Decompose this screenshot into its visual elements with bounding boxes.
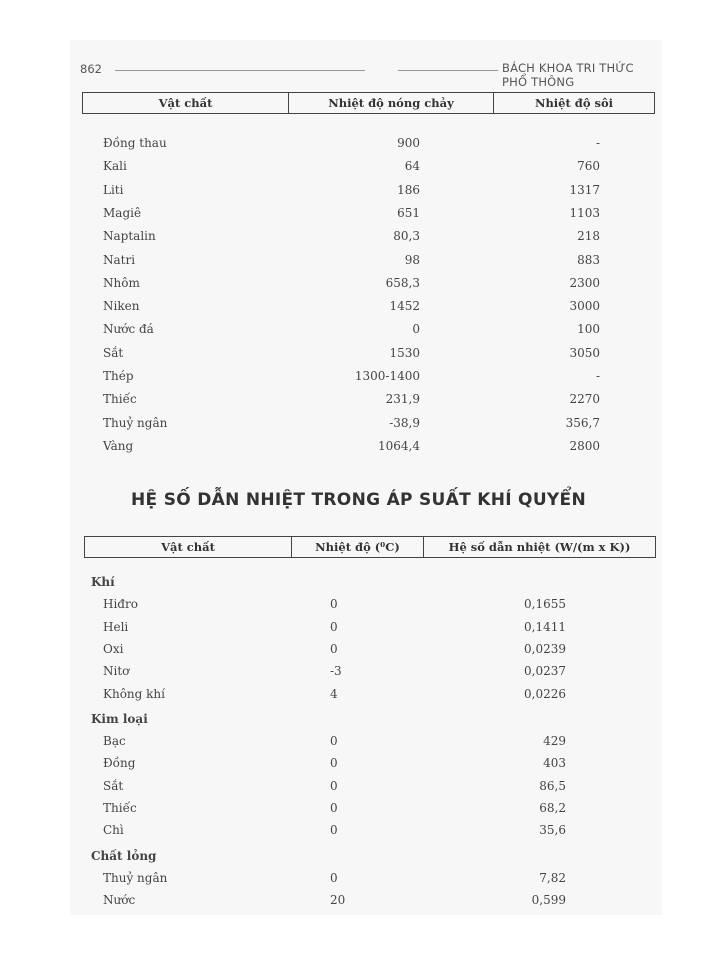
table-row	[0, 661, 717, 683]
material-cell: Đồng	[103, 756, 136, 771]
melting-point-cell: 651	[397, 205, 420, 220]
boiling-point-cell: 2300	[569, 275, 600, 290]
melting-point-cell: 80,3	[393, 229, 420, 244]
table-row	[0, 684, 717, 706]
table-row	[0, 319, 717, 341]
table-row	[0, 296, 717, 318]
temperature-cell: 0	[330, 756, 338, 771]
material-cell: Magiê	[103, 205, 142, 220]
table-row	[0, 639, 717, 661]
boiling-point-cell: 1317	[569, 182, 600, 197]
boiling-point-cell: 356,7	[565, 415, 600, 430]
melting-point-cell: 64	[404, 159, 420, 174]
boiling-point-cell: 3050	[569, 345, 600, 360]
conductivity-cell: 0,599	[531, 893, 566, 908]
material-cell: Hiđro	[103, 597, 138, 612]
conductivity-cell: 86,5	[539, 778, 566, 793]
melting-point-cell: 0	[412, 322, 420, 337]
page-header	[80, 60, 655, 89]
table-row	[0, 868, 717, 890]
conductivity-cell: 403	[543, 756, 566, 771]
material-cell: Thuỷ ngân	[103, 415, 168, 430]
table-row	[0, 226, 717, 248]
material-cell: Thép	[103, 369, 134, 383]
conductivity-cell: 0,0226	[524, 686, 566, 701]
conductivity-cell: 7,82	[539, 870, 566, 885]
group-heading-row	[0, 572, 717, 594]
material-cell: Chì	[103, 823, 124, 838]
conductivity-cell: 429	[543, 734, 566, 749]
material-cell: Oxi	[103, 641, 124, 656]
section-title: HỆ SỐ DẪN NHIỆT TRONG ÁP SUẤT KHÍ QUYỂN	[131, 490, 586, 510]
table-row	[0, 820, 717, 842]
conductivity-cell: 68,2	[539, 801, 566, 815]
melting-point-cell: 900	[397, 136, 420, 150]
table-row	[0, 731, 717, 753]
header-rule	[115, 70, 365, 71]
material-cell: Nhôm	[103, 275, 140, 290]
table-row	[0, 156, 717, 178]
boiling-point-cell: -	[595, 369, 600, 383]
material-cell: Nitơ	[103, 664, 130, 679]
column-header: Vật chất	[158, 96, 213, 110]
group-heading-row	[0, 846, 717, 868]
group-heading: Chất lỏng	[91, 848, 157, 863]
group-heading: Khí	[91, 575, 115, 589]
table-row	[0, 273, 717, 295]
material-cell: Naptalin	[103, 229, 156, 244]
material-cell: Nước	[103, 893, 136, 908]
material-cell: Sắt	[103, 778, 124, 793]
boiling-point-cell: 1103	[569, 205, 600, 220]
table-row	[0, 594, 717, 616]
boiling-point-cell: 2800	[569, 438, 600, 453]
table-row	[0, 180, 717, 202]
table-row	[0, 776, 717, 798]
melting-point-cell: 1530	[389, 345, 420, 360]
melting-point-cell: 186	[397, 182, 420, 197]
table-row	[0, 133, 717, 155]
conductivity-cell: 0,1655	[524, 597, 566, 612]
column-header: Nhiệt độ sôi	[493, 93, 654, 113]
table-row	[0, 203, 717, 225]
material-cell: Nước đá	[103, 322, 154, 337]
temperature-cell: 20	[330, 893, 346, 908]
page-number: 862	[80, 62, 102, 76]
material-cell: Heli	[103, 619, 129, 634]
boiling-point-cell: 100	[577, 322, 600, 337]
melting-point-cell: 1452	[389, 299, 420, 314]
conductivity-cell: 35,6	[539, 823, 566, 838]
temperature-cell: 0	[330, 823, 338, 838]
group-heading-row	[0, 709, 717, 731]
temperature-cell: 0	[330, 734, 338, 749]
conductivity-cell: 0,0239	[524, 641, 566, 656]
conductivity-cell: 0,0237	[524, 664, 566, 679]
column-header: Hệ số dẫn nhiệt (W/(m x K))	[423, 537, 655, 557]
column-header: Vật chất	[161, 540, 215, 554]
boiling-point-cell: 883	[577, 252, 600, 267]
temperature-cell: 0	[330, 870, 338, 885]
material-cell: Sắt	[103, 345, 124, 360]
material-cell: Vàng	[103, 438, 134, 453]
temperature-cell: -3	[330, 664, 342, 679]
boiling-point-cell: 2270	[569, 392, 600, 407]
melting-point-cell: 98	[404, 252, 420, 267]
material-cell: Kali	[103, 159, 127, 174]
table-row	[0, 366, 717, 388]
group-heading: Kim loại	[91, 711, 148, 726]
column-header: Nhiệt độ (⁰C)	[291, 537, 423, 557]
boiling-point-cell: 760	[577, 159, 600, 174]
material-cell: Niken	[103, 299, 140, 314]
material-cell: Liti	[103, 182, 124, 197]
table-row	[0, 890, 717, 912]
table-row	[0, 413, 717, 435]
temperature-cell: 0	[330, 619, 338, 634]
conductivity-cell: 0,1411	[524, 619, 566, 634]
table-row	[0, 250, 717, 272]
melting-point-cell: -38,9	[389, 415, 420, 430]
melting-point-cell: 231,9	[385, 392, 420, 407]
header-rule	[398, 70, 498, 71]
material-cell: Thiếc	[103, 801, 137, 815]
conductivity-table-header	[84, 536, 656, 558]
temperature-cell: 0	[330, 597, 338, 612]
table-row	[0, 798, 717, 820]
table-row	[0, 617, 717, 639]
material-cell: Bạc	[103, 734, 126, 749]
boiling-point-cell: 3000	[569, 299, 600, 314]
temperature-cell: 0	[330, 641, 338, 656]
material-cell: Đồng thau	[103, 136, 167, 150]
material-cell: Thiếc	[103, 392, 137, 407]
column-header: Nhiệt độ nóng chảy	[288, 93, 493, 113]
temperature-cell: 0	[330, 801, 338, 815]
book-title: BÁCH KHOA TRI THỨC PHỔ THÔNG	[502, 61, 634, 89]
material-cell: Không khí	[103, 686, 165, 701]
temperature-cell: 0	[330, 778, 338, 793]
melting-point-cell: 1064,4	[378, 438, 420, 453]
boiling-point-cell: -	[595, 136, 600, 150]
table-row	[0, 753, 717, 775]
melting-point-cell: 658,3	[385, 275, 420, 290]
material-cell: Natri	[103, 252, 136, 267]
table-row	[0, 389, 717, 411]
temperature-cell: 4	[330, 686, 338, 701]
table-row	[0, 343, 717, 365]
boiling-point-cell: 218	[577, 229, 600, 244]
melting-table-header	[82, 92, 655, 114]
table-row	[0, 436, 717, 458]
material-cell: Thuỷ ngân	[103, 870, 168, 885]
melting-point-cell: 1300-1400	[354, 369, 420, 383]
